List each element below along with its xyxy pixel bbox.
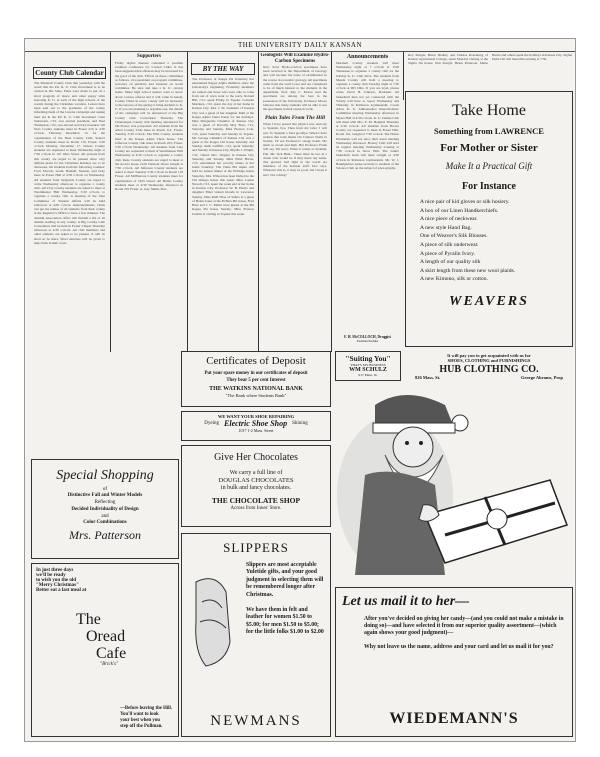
ad-line: "Merry Christmas" — [36, 583, 79, 588]
article-headline: County Club Calendar — [33, 67, 106, 79]
slipper-icon — [186, 562, 244, 680]
ad-line: —Before leaving the Hill. — [120, 706, 172, 711]
ad-logo — [76, 611, 174, 667]
ad-item: A nice pair of kid gloves or silk hosiery. — [420, 199, 510, 205]
ad-name-line: Cafe — [96, 645, 127, 662]
ad-line: For Mother or Sister — [440, 142, 538, 154]
column-rule — [110, 52, 111, 352]
ad-line: DOUGLAS CHOCOLATES — [218, 477, 294, 484]
article-body: Friday night's Kansan contained a possible southern conference for Cornell Clubs. It has been suggested that offences may be increased for the good of the club. Efforts on these committees as follows, vice-president on program committee, secretary on publicity and treasurer on social committee. Be sure and take a K. U. catalog home. Many high school seniors want to know about courses offered and it will come in handy. County Clubs in every county will be necessary to the success of the spring to bring students to K. U. If you are planning to organize one, the details of the campaign will be announced at the Big County Club Convention Thursday. The Chautauqua County club meeting announced for 9th Fraser, was postponed. All students from the Allen County Club meet in Room 112, Fraser, Tuesday 5:30 o'clock. The Ellis County students meet at the Kappa Alpha Theta house. The Jefferson County club meet in Room 223, Fraser, 5:30 o'clock Wednesday. All students from Clay County are requested to meet at Westminster Hall Wednesday at 4:30 o'clock to organize a county club. Reno County students are urged to meet at the Acacia house 2126 Vermont Street tonight at 7:30 o'clock. All Jefferson County students are asked to meet Tuesday 5:30 o'clock in Room 118 Fraser. All McPherson County students meet for organization of 1923 Oread. All Butler County students meet at 4:30 Wednesday afternoon in Room 201 Fraser. A. Guy Smith, Pres. — [115, 61, 184, 192]
ad-item: A piece of silk underwear. — [420, 241, 479, 248]
ad-title: Give Her Chocolates — [214, 452, 298, 463]
ad-line: step off the Pullman. — [120, 724, 163, 729]
ad-footer — [405, 375, 573, 380]
ad-body: Slippers are most acceptable Yuletide gifts, and your good judgment in selecting them will be remembered longer after Christmas. — [246, 562, 324, 598]
article-body: The Professor of Kappa Psi fraternity has entertained Kappa Alpha members since the University's beginning. Fraternity members are rushed and those who were able to come from out of town went to the party. Roland Hill, c'21, spent Friday in Topeka. Cornelia Martinez, c'22, spent the day at her home in Kansas City. Mrs. J. M. Saunders of Kansas City was a guest of her daughter Ruth at the Kappa Alpha Theta house for the holidays. Miss Marguerite Chandler of Kansas City was a guest of Dorothy May Finn, c'21, Saturday and Sunday. Miss Eleanor Cole, c'23, spent Saturday and Sunday in Topeka. Mr. George Chandler of Kansas City was a guest at the Kappa Chi house Saturday and Sunday. Ruth Griffith, c'24, spent Saturday and Sunday in Kansas City. Phyllis J. Wright, c'22, visited Mrs. Wagner in Kansas City Saturday and Sunday. Miss Ethel Harris, c'23, entertained her sorority sisters at her home Saturday. The Theta Phi Alpha will hold its annual dinner at the Eldridge house Saturday. Mrs. Wilson has been invited to the Chi Omega house this week. Miss Louise Newell, c'23, spent the week end at her home in Kansas City. Professor W. B. Harris and daughter Ethel visited friends in Lawrence Sunday. Miss Ruth Wise of Salina is a guest of Helen Jones at the Pi Beta Phi house. Fred Hess and J. C. Malin were guests at the Phi Kappa Psi house Sunday. Miss Frances Grubbs is visiting in Topeka this week. — [192, 77, 254, 216]
ad-word: Shining — [292, 421, 308, 426]
ad-line: Color Combinations — [83, 520, 127, 525]
ad-word: Dyeing — [204, 421, 220, 426]
ad-line: "The Bank where Students Bank" — [225, 393, 287, 398]
ad-item: A piece of Pyralin Ivory. — [420, 250, 476, 257]
ad-content — [186, 562, 326, 680]
column-rule — [403, 52, 404, 100]
ad-line: and — [101, 514, 109, 519]
ad-line: Make It a Practical Gift — [445, 161, 533, 171]
ad-line: It will pay you to get acquainted with us for — [447, 353, 531, 358]
ad-body: Why not leave us the name, address and your card and let us mail it for you? — [364, 643, 554, 650]
ad-address: 917 Mass. St. — [358, 373, 378, 377]
ad-line: Decided Individuality of Design — [71, 507, 139, 512]
ad-line: Distinctive Fall and Winter Models — [67, 493, 143, 498]
ad-title: Certificates of Deposit — [206, 355, 306, 367]
poem-body: When I have passed that physics test, And say to Spanish, bye, Then from my labor I will rest, To Spanish a fond goodbye. When I have written that term theme On Cather's Study in Scarlet, I'll see Professor's visage beam, My mark so proud and high. But Professor Frank will say, I'm sorry, When it comes to Spanish, Fail. Mr. Jack Hunt-- There must be two in a dozen who would be if they knew my name. The greatest bell light in the world are members of the Kansan staff. Doc says, Whatever this is, it may be good, but I hope it isn't. Not a thing! — [263, 122, 327, 177]
column-rule — [331, 52, 332, 352]
article-headline: Supporters — [137, 54, 161, 59]
patterson-ad — [31, 459, 179, 559]
ad-title: Special Shopping — [56, 468, 154, 483]
article-body: Roy Margie, Bruce Dudley, and Charles Rosenberg of Kansas Agricultural College, spent Monday visiting at the Sigma Nu house. Nan Sturgis, Helen Patterson, Marie Harris and others spent the holidays in Kansas City. Sigma Delta Chi will meet this evening at 7:30. — [408, 53, 572, 66]
oread-cafe-ad — [31, 563, 179, 737]
article-body: Marshall County students will meet Wednesday night at 7 o'clock at 1318 Tennessee to organize a county club for the holiday K. U. Club drive. The students from Meade County will hold a meeting to organize a county club Tuesday night at 7:30 o'clock at 905 Ohio. If you are loyal, please come. Oscar H. Johnson, President. All basketball men not yet connected with the Varsity will have to report Wednesday and Thursday in Robinson Gymnasium. Coach Allen. K. U. Ambassadors Interscholastic Committee meeting Wednesday afternoon in Myers Hall at 4:30 o'clock. K. U. Dames Club will meet with Mrs. E. M. Hopkins Thursday at 2:30 o'clock. All students from Brown County are requested to meet in Fraser Hall, Room 101, tonight at 7:30 o'clock. The House Presidents will not have their usual meeting Wednesday afternoon. Botany Club will hold its regular meeting Wednesday evening at 7:30 o'clock in Snow Hall. The ladies' basketball team will meet tonight at 4:30 o'clock in Robinson Gymnasium. Mr. W. J. Baumgartner spoke recently to students of the Science Club on the subject of photography. — [336, 61, 399, 171]
ad-line: Reflecting — [94, 500, 116, 505]
watkins-bank-ad — [181, 351, 331, 407]
ad-signature: WEAVERS — [449, 293, 529, 309]
ad-signature: WIEDEMANN'S — [389, 710, 519, 727]
column-3 — [189, 53, 257, 351]
ad-item: A new style Hand Bag. — [420, 224, 472, 231]
ad-item: A new Kimono, silk or cotton. — [420, 276, 488, 283]
ad-line: You'll want to look — [120, 712, 159, 717]
article-body: The Marshall County Club met yesterday with the result that the Pat K. U. Club movement is to be carried in this State. Plans were made to put on a short program of dance and other peppy talks honoring K. U. at each of the high schools of the county during the Christmas vacation. Letters have been sent out to the graduates of the county informing them of the Lucette campaign and asking their aid in the Pat K. U. Club movement. Glen Sturtevant, c'22, was elected president, and Neal Thompson, c'22, was elected secretary-treasurer. All Ness County students meet in Fraser 210 at 4:30 o'clock, Thursday December 13, for the organization of the Ness County Club. Seneca County students meet in Room 110, Fraser, 5:30 o'clock Monday, December 17. Dawes County students are requested to meet Wednesday night at 7:30 o'clock in 107 Ohio Street. All persons from this county are urged to be present since very definite plans for the Christmas holidays are to be discussed. All students from the following counties: Ford, Morton, Grant, Haskell, Stanton, and Gray meet in Fraser Hall at 4:30 o'clock on Wednesday. All students from Sedgwick County are urged to come Wednesday afternoon to organize a county club. All Clay County students are asked to meet at Westminster Hall Wednesday, 5:30 o'clock, to organize a county club. A meeting of the Joint Committee of Student Affairs will be held tomorrow at 4:30 o'clock. Announcements. Clubs can get the names of all students from their county at the Registrar's Office to have a few minutes. The Alumni Association office will furnish a list of all alumni residing in any county. A Big County Club Convention will be held in Fraser Chapel Thursday afternoon at 4:30 o'clock. All club members and other students are asked to be present. It will be short so be there. Short sketches will be given to help clubs in their work. — [34, 81, 105, 245]
ad-item: A nice piece of neckwear. — [420, 216, 478, 223]
ad-line: We carry a full line of — [229, 470, 283, 476]
ad-title: Let us mail it to her— — [342, 594, 470, 609]
ad-title: "Suiting You" — [345, 354, 391, 363]
ad-title: HUB CLOTHING CO. — [439, 364, 539, 375]
column-6 — [405, 53, 575, 89]
ad-line: WE WANT YOUR SHOE REPAIRING — [217, 414, 295, 419]
ad-item: A length of our quality silk — [420, 259, 481, 266]
schulz-ad — [335, 351, 401, 381]
ad-body: After you've decided on giving her candy—(and you could not make a mistake in doing so)—and have selected it from our superior quality assortment—(which again shows your good judgment)— — [364, 616, 564, 637]
ad-item: A skirt length from these new wool plaids. — [420, 267, 516, 274]
ad-line: to wish you the old — [36, 578, 77, 583]
weavers-ad — [405, 91, 573, 347]
ad-row — [184, 419, 328, 428]
ad-line: In just three days — [36, 568, 74, 573]
ad-line: Across from Innes' Store. — [230, 506, 282, 511]
ad-name: WM SCHULZ — [349, 367, 387, 373]
ad-line: Better eat a last meal at — [36, 588, 87, 593]
ad-line: Eastman Kodaks — [356, 339, 379, 343]
wiedemanns-ad — [335, 587, 573, 737]
ad-address: 826 Mass. St. — [415, 375, 441, 380]
ad-body: We have them in felt and leather for women $1.50 to $5.00; for men $1.50 to $5.00; for the little folks $1.00 to $2.00 — [246, 607, 324, 636]
shoe-shop-ad — [181, 411, 331, 441]
newspaper-page — [24, 38, 576, 742]
column-2 — [112, 53, 186, 454]
masthead: THE UNIVERSITY DAILY KANSAN — [25, 39, 575, 52]
article-headline: Announcements — [346, 54, 389, 60]
ad-item-list — [420, 198, 568, 284]
ad-name: Mrs. Patterson — [69, 528, 141, 542]
ad-line: of — [102, 487, 108, 492]
ad-line: your best when you — [120, 718, 160, 723]
ad-line: in bulk and fancy chocolates. — [220, 485, 292, 491]
ad-line: Put your spare money in our certificates of deposit — [204, 371, 308, 376]
ad-line: Something from LAWRENCE — [434, 126, 544, 136]
ad-line: For Instance — [462, 181, 516, 192]
slipper-illustration — [186, 562, 244, 680]
ad-line: They bear 5 per cent Interest — [226, 378, 286, 383]
column-5 — [333, 53, 402, 333]
ad-line: we'll be ready — [36, 573, 66, 578]
ad-signature: NEWMANS — [210, 713, 302, 729]
ad-name-line: The — [76, 611, 101, 628]
ad-line: THAT'S MY BUSINESS — [350, 363, 386, 367]
poem-headline: Plain Tales From The Hill — [265, 115, 325, 122]
ad-address: 1017 1-2 Mass. Street — [238, 428, 274, 433]
ad-name: Electric Shoe Shop — [224, 419, 288, 428]
ad-line: THE WATKINS NATIONAL BANK — [209, 386, 303, 392]
santa-illustration — [335, 385, 575, 581]
ad-proprietor: George Abrams, Prop — [520, 375, 563, 380]
ad-item: A box of our Linen Handkerchiefs. — [420, 207, 499, 214]
article-headline: BY THE WAY — [191, 63, 255, 75]
ad-title: Take Home — [452, 102, 526, 119]
ad-name: F. H. McCOLLOCH, Druggist — [344, 335, 391, 339]
column-4 — [260, 53, 330, 351]
column-rule — [187, 52, 188, 352]
ad-item: One of Weaver's Silk Blouses. — [420, 233, 488, 240]
column-1 — [31, 67, 108, 454]
ad-sub: "Brick's" — [100, 662, 119, 667]
article-body: Now Scott Hydro-Carbon specimens have been received at the Department of Geology and will become the basis of examination in the course in economic geology. All specimens came from the Gulf Coast and are considered to be of much interest to the students in the department. Prof. Ray C. Moore said the specimens are among the best in the possession of the University. Professor Moore believes that many students will be able to use the specimens in their research work. — [263, 65, 327, 112]
ad-name-line: Oread — [86, 628, 126, 645]
mccolloch-ad — [333, 335, 402, 349]
ad-footer — [120, 706, 172, 730]
chocolate-shop-ad — [181, 445, 331, 527]
newmans-slippers-ad — [181, 533, 331, 737]
ad-line: THE CHOCOLATE SHOP — [211, 496, 301, 505]
article-headline: Geologists Will Examine Hydro-Carbon Specimens — [260, 53, 330, 64]
ad-line: SHOES, CLOTHING and FURNISHINGS — [447, 358, 531, 363]
santa-icon — [335, 385, 575, 581]
column-rule — [258, 52, 259, 352]
ad-title: SLIPPERS — [223, 540, 289, 555]
